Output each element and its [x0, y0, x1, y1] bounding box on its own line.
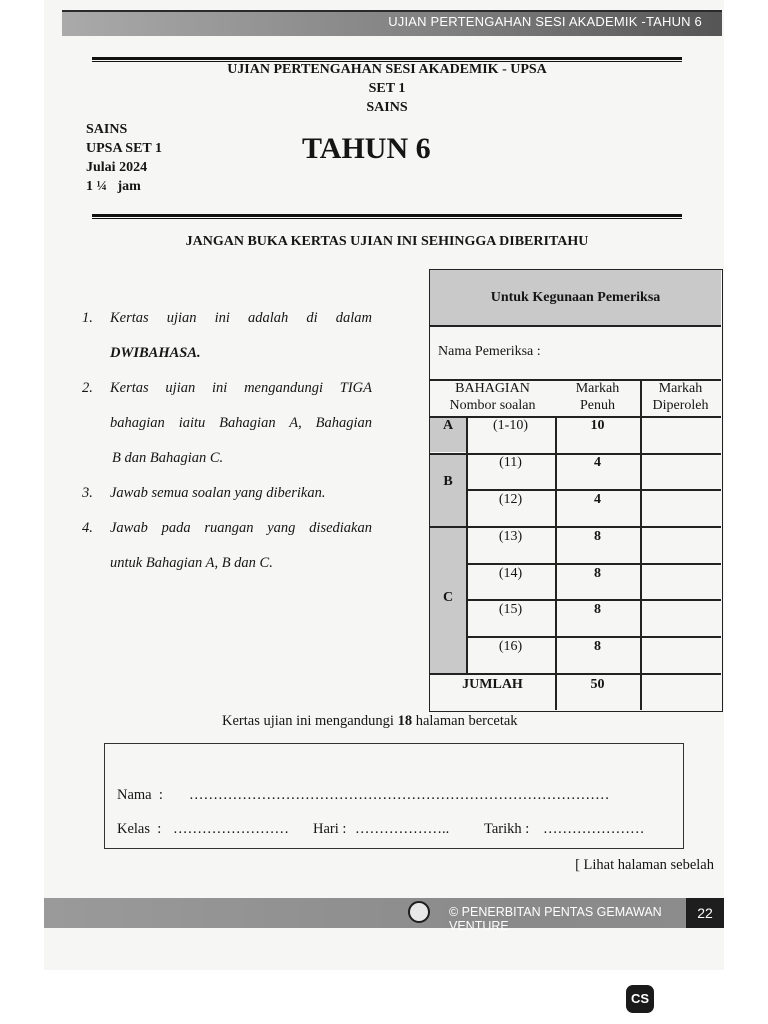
grade-title: TAHUN 6 — [302, 132, 431, 165]
question-cell: (1-10) — [493, 418, 528, 433]
marks-cell: 8 — [594, 639, 601, 654]
footer-bar — [44, 898, 724, 933]
marks-cell: 8 — [594, 602, 601, 617]
examiner-heading: Untuk Kegunaan Pemeriksa — [430, 270, 721, 325]
day-label: Hari : — [313, 821, 347, 837]
warning-text: JANGAN BUKA KERTAS UJIAN INI SEHINGGA DIBERITAHU — [185, 234, 589, 249]
table-rule — [466, 599, 721, 601]
examiner-name-label: Nama Pemeriksa : — [438, 344, 541, 359]
date-label: Tarikh : — [484, 821, 530, 837]
info-subject: SAINS — [86, 122, 128, 137]
instruction-item: 4. Jawab pada ruangan yang disediakan — [82, 520, 372, 536]
exam-subject: SAINS — [366, 100, 408, 115]
instruction-item: 2. Kertas ujian ini mengandungi TIGA — [82, 380, 372, 396]
page-count: 18 — [397, 713, 413, 729]
date-field[interactable]: ………………… — [543, 821, 645, 837]
section-c-label: C — [430, 528, 466, 673]
class-label: Kelas : — [117, 821, 162, 837]
exam-title: UJIAN PERTENGAHAN SESI AKADEMIK - UPSA — [227, 62, 547, 77]
col-obtained-marks-header: Markah Diperoleh — [652, 381, 709, 413]
info-date: Julai 2024 — [86, 160, 148, 175]
table-rule — [466, 563, 721, 565]
marks-cell: 4 — [594, 455, 601, 470]
section-b-label: B — [430, 454, 466, 526]
table-rule — [466, 489, 721, 491]
section-a-label: A — [430, 416, 466, 452]
class-field[interactable]: …………………… — [173, 821, 289, 837]
instruction-item: 1. Kertas ujian ini adalah di dalam — [82, 310, 372, 326]
marks-cell: 8 — [594, 566, 601, 581]
page-number: 22 — [686, 898, 724, 928]
instruction-item: DWIBAHASA. — [110, 345, 201, 361]
question-cell: (12) — [498, 492, 523, 507]
name-label: Nama : — [117, 787, 163, 803]
publisher-logo-icon — [408, 901, 430, 923]
table-rule — [640, 379, 642, 710]
marks-cell: 4 — [594, 492, 601, 507]
table-rule — [466, 636, 721, 638]
instructions-list — [82, 310, 372, 590]
table-rule — [430, 325, 721, 327]
total-marks: 50 — [590, 677, 605, 692]
question-cell: (16) — [498, 639, 523, 654]
examiner-table — [429, 269, 723, 712]
question-cell: (11) — [499, 455, 522, 470]
header-bar — [62, 10, 722, 36]
mid-double-rule — [92, 214, 682, 219]
instruction-item: bahagian iaitu Bahagian A, Bahagian — [110, 415, 372, 431]
col-section-header: BAHAGIAN Nombor soalan — [449, 381, 536, 413]
camscanner-logo-icon: CS — [626, 985, 654, 1013]
question-cell: (14) — [498, 566, 523, 581]
exam-set: SET 1 — [368, 81, 406, 96]
info-set: UPSA SET 1 — [86, 141, 162, 156]
total-label: JUMLAH — [462, 677, 523, 692]
page-count-note: Kertas ujian ini mengandungi 18 halaman bercetak — [222, 713, 518, 729]
header-bar-text: UJIAN PERTENGAHAN SESI AKADEMIK -TAHUN 6 — [388, 14, 702, 29]
day-field[interactable]: ……………….. — [355, 821, 450, 837]
info-duration: 1 ¼ jam — [86, 179, 141, 194]
table-rule — [430, 526, 721, 528]
see-next-page: [ Lihat halaman sebelah — [575, 857, 714, 873]
table-rule — [430, 673, 721, 675]
publisher-text: © PENERBITAN PENTAS GEMAWAN VENTURE — [449, 905, 662, 933]
marks-cell: 8 — [594, 529, 601, 544]
exam-info — [86, 120, 162, 196]
instruction-item: untuk Bahagian A, B dan C. — [110, 555, 273, 571]
marks-cell: 10 — [590, 418, 605, 433]
col-full-marks-header: Markah Penuh — [575, 381, 620, 413]
instruction-item: 3. Jawab semua soalan yang diberikan. — [82, 485, 326, 501]
question-cell: (15) — [498, 602, 523, 617]
name-field[interactable]: …………………………………………………………………………… — [189, 787, 610, 803]
student-details-box — [104, 743, 684, 849]
instruction-item: B dan Bahagian C. — [112, 450, 224, 466]
question-cell: (13) — [498, 529, 523, 544]
